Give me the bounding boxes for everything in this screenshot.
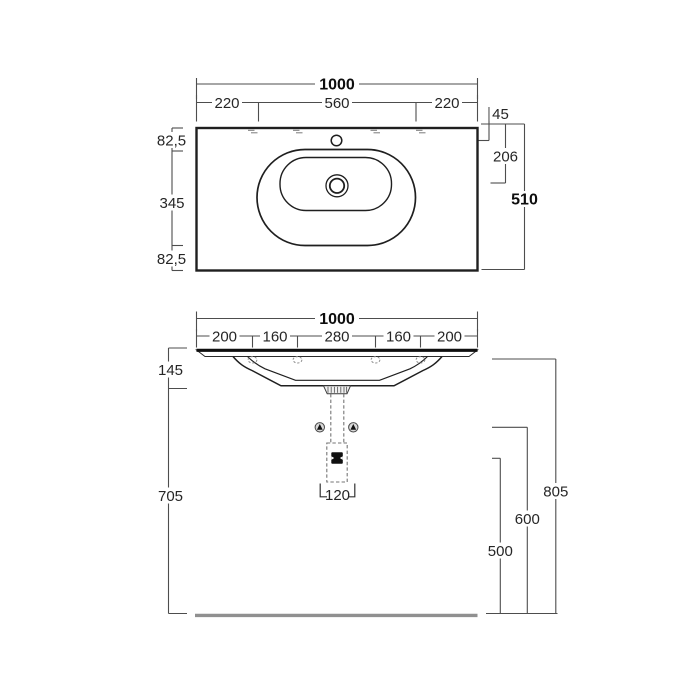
bowl-inner-floor [280, 158, 392, 211]
drain-flange [324, 386, 351, 394]
plan-overall-width-label: 1000 [319, 76, 355, 94]
plan-seg-center-label: 560 [324, 95, 350, 112]
bowl-underside-outer [233, 357, 442, 386]
front-overall-width-label: 1000 [319, 311, 355, 328]
bowl-underside-inner [248, 357, 428, 381]
front-supply-height-label: 600 [514, 511, 540, 528]
plan-seg-right-label: 220 [434, 95, 460, 112]
front-view [156, 310, 571, 615]
plan-seg-left-label: 220 [214, 95, 240, 112]
plan-depth-mid-label: 345 [159, 195, 185, 212]
front-seg5-label: 200 [436, 328, 463, 346]
bowl-outer-rim [257, 150, 416, 246]
front-fixing-holes [248, 357, 425, 363]
front-outlet-height-label: 500 [487, 543, 513, 560]
front-trap-width-label: 120 [324, 487, 351, 504]
plan-depth-top-label: 82,5 [156, 132, 187, 150]
faucet-hole-icon [331, 135, 342, 146]
supply-connection-icons [315, 423, 358, 432]
basin-rim-profile [197, 350, 478, 357]
waste-outlet-icon [331, 452, 343, 464]
front-seg2-label: 160 [262, 328, 288, 346]
front-label-backgrounds [156, 310, 571, 559]
plan-depth-bottom-label: 82,5 [156, 251, 187, 268]
plan-fixing-marks [248, 130, 426, 133]
plan-drain-offset-label: 206 [492, 148, 519, 166]
front-seg1-label: 200 [211, 328, 238, 346]
drain-pipe-hidden [327, 394, 347, 482]
front-clearance-label: 705 [157, 488, 184, 505]
front-basin-depth-label: 145 [157, 362, 184, 379]
plan-view [154, 76, 541, 271]
plan-faucet-offset-label: 45 [492, 106, 509, 123]
front-rim-height-label: 805 [543, 483, 569, 501]
drain-hole-icon [326, 175, 348, 197]
front-seg4-label: 160 [385, 328, 412, 346]
plan-overall-depth-label: 510 [511, 191, 538, 209]
front-seg3-label: 280 [324, 328, 350, 346]
